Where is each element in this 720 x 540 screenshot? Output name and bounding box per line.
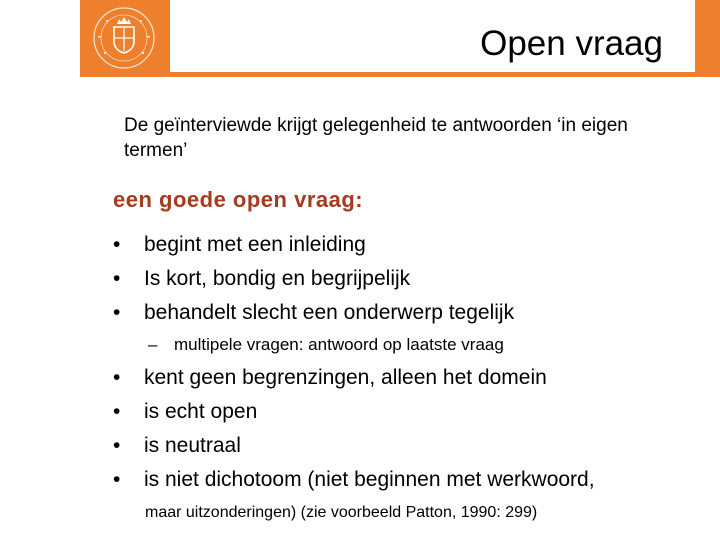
bullet-icon: • xyxy=(113,233,121,256)
dash-icon: – xyxy=(148,335,158,354)
list-item: • begint met een inleiding xyxy=(113,228,514,262)
slide-title: Open vraag xyxy=(480,24,663,63)
list-item-continuation: maar uitzonderingen) (zie voorbeeld Patton, 1990: 299) xyxy=(145,504,538,521)
bullet-icon: • xyxy=(113,267,121,290)
bullet-icon: • xyxy=(113,434,121,457)
sub-list-item: – multipele vragen: antwoord op laatste vraag xyxy=(148,335,504,354)
university-crest-icon xyxy=(84,0,164,75)
bullet-icon: • xyxy=(113,301,121,324)
section-heading: een goede open vraag: xyxy=(113,187,364,212)
list-item: • is niet dichotoom (niet beginnen met werkwoord, xyxy=(113,463,595,497)
list-item: • is echt open xyxy=(113,395,595,429)
header-panel xyxy=(170,0,695,72)
bullet-icon: • xyxy=(113,468,121,491)
subtitle: De geïnterviewde krijgt gelegenheid te antwoorden ‘in eigen termen’ xyxy=(124,115,628,161)
list-item: • behandelt slecht een onderwerp tegelijk xyxy=(113,296,514,330)
bullet-icon: • xyxy=(113,400,121,423)
list-item: • is neutraal xyxy=(113,429,595,463)
list-item: • kent geen begrenzingen, alleen het domein xyxy=(113,361,595,395)
list-item: • Is kort, bondig en begrijpelijk xyxy=(113,262,514,296)
bullet-list-top xyxy=(113,228,514,330)
bullet-list-bottom xyxy=(113,361,595,497)
bullet-icon: • xyxy=(113,366,121,389)
